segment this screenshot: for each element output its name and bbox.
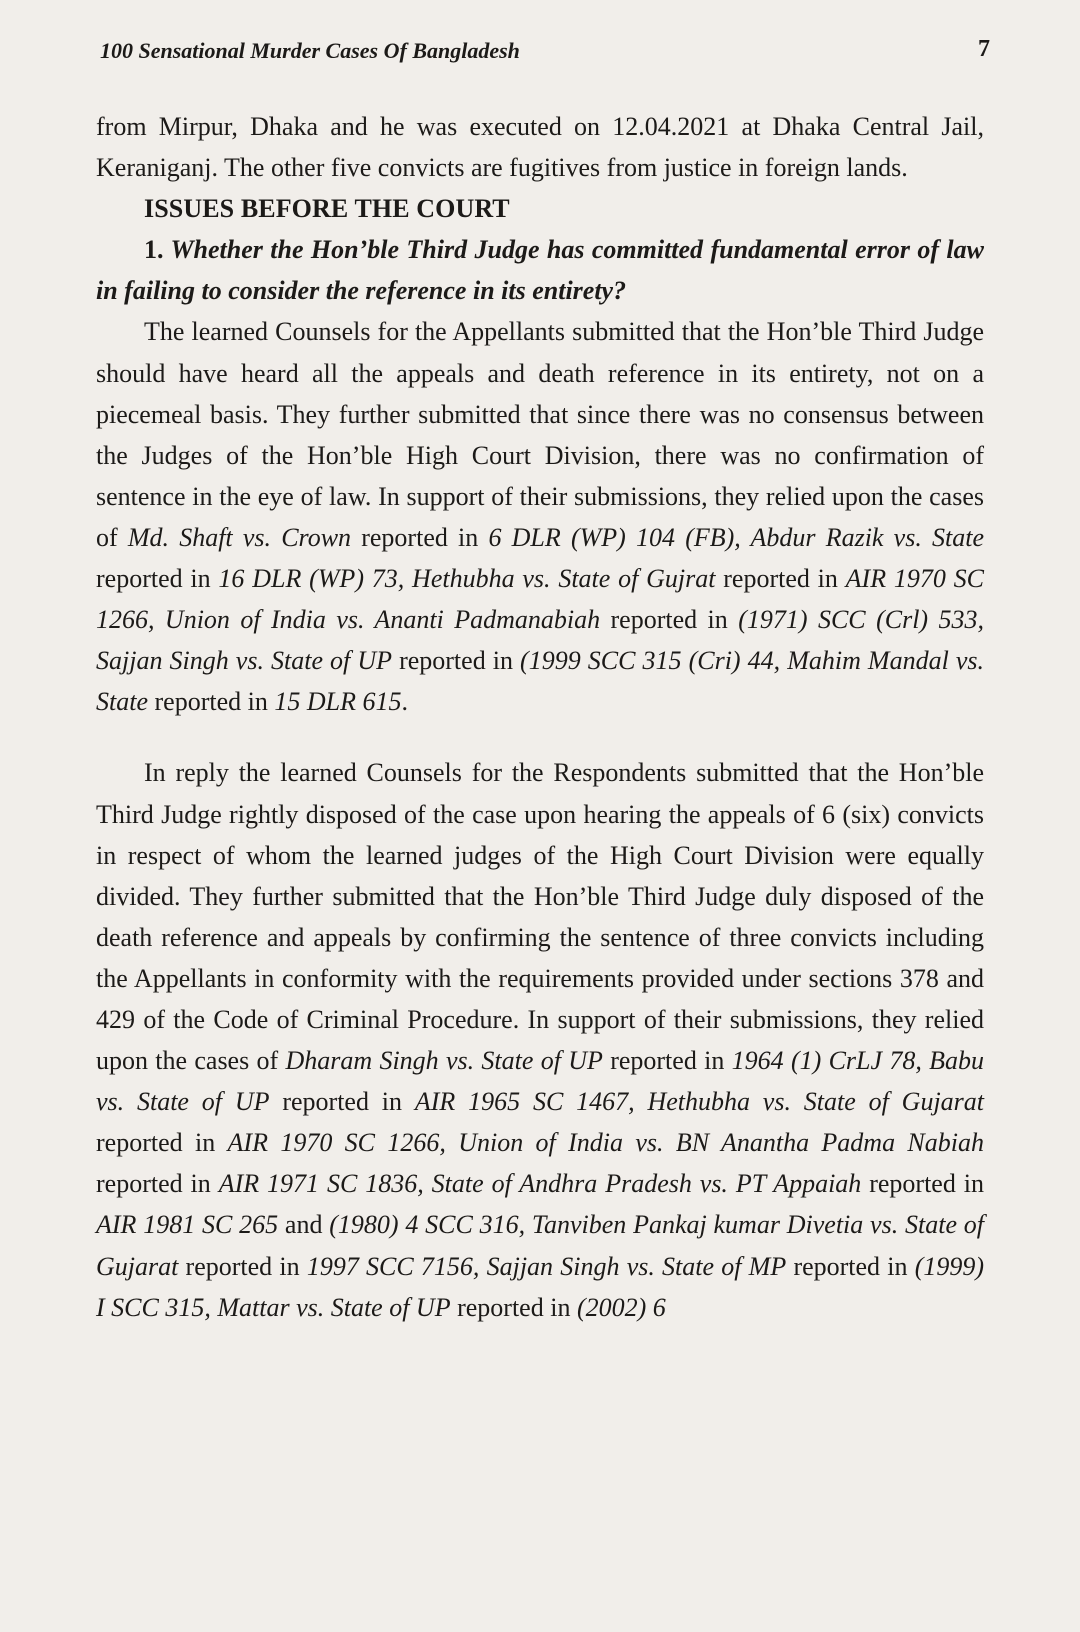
paragraph-continuation: from Mirpur, Dhaka and he was executed on 12.04.2021 at Dhaka Central Jail, Keraniganj. The other five convicts are fugitives from justice in foreign lands. <box>96 112 984 183</box>
case-citation: AIR 1970 SC 1266, Union of India vs. BN Anantha Padma Nabiah <box>227 1128 984 1158</box>
page-header <box>100 34 990 70</box>
case-citation: Md. Shaft vs. Crown <box>127 522 352 552</box>
case-citation: 1964 (1) CrLJ 78, Babu vs. State of UP <box>96 1046 985 1117</box>
section-heading: ISSUES BEFORE THE COURT <box>144 194 510 224</box>
paragraph-respondents: In reply the learned Counsels for the Respondents submitted that the Hon’ble Third Judge rightly disposed of the case upon hearing the appeals of 6 (six) convicts in respect of whom the learned judges of the High Court Division were equally divided. They further submitted that the Hon’ble Third Judge duly disposed of the death reference and appeals by confirming the sentence of three convicts including the Appellants in conformity with the requirements provided under sections 378 and 429 of the Code of Criminal Procedure. In support of their submissions, they relied upon the cases of Dharam Singh vs. State of UP reported in 1964 (1) CrLJ 78, Babu vs. State of UP reported in AIR 1965 SC 1467, Hethubha vs. State of Gujarat reported in AIR 1970 SC 1266, Union of India vs. BN Anantha Padma Nabiah reported in AIR 1971 SC 1836, State of Andhra Pradesh vs. PT Appaiah reported in AIR 1981 SC 265 and (1980) 4 SCC 316, Tanviben Pankaj kumar Divetia vs. State of Gujarat reported in 1997 SCC 7156, Sajjan Singh vs. State of MP reported in (1999) I SCC 315, Mattar vs. State of UP reported in (2002) 6 <box>96 758 985 1322</box>
page-number: 7 <box>978 36 990 62</box>
case-citation: 15 DLR 615 <box>274 687 402 717</box>
body-text <box>96 106 984 1328</box>
case-citation: (1980) 4 SCC 316, Tanviben Pankaj kumar Divetia vs. State of Gujarat <box>96 1210 985 1281</box>
case-citation: (1971) SCC (Crl) 533, Sajjan Singh vs. State of UP <box>96 605 985 676</box>
case-citation: AIR 1965 SC 1467, Hethubha vs. State of Gujarat <box>414 1087 985 1117</box>
case-citation: AIR 1970 SC 1266, Union of India vs. Ananti Padmanabiah <box>96 564 985 635</box>
issue-question <box>96 229 984 311</box>
issue-text: Whether the Hon’ble Third Judge has committed fundamental error of law in failing to consider the reference in its entirety? <box>96 235 985 306</box>
case-citation: 16 DLR (WP) 73, Hethubha vs. State of Gujrat <box>218 564 716 594</box>
case-citation: 6 DLR (WP) 104 (FB), Abdur Razik vs. State <box>488 522 984 552</box>
case-citation: Dharam Singh vs. State of UP <box>285 1046 603 1076</box>
issue-number: 1. <box>144 235 164 265</box>
case-citation: AIR 1981 SC 265 <box>96 1210 279 1240</box>
case-citation: (2002) 6 <box>576 1292 666 1322</box>
case-citation: AIR 1971 SC 1836, State of Andhra Pradesh vs. PT Appaiah <box>218 1169 862 1199</box>
case-citation: (1999 SCC 315 (Cri) 44, Mahim Mandal vs. State <box>96 646 985 717</box>
case-citation: 1997 SCC 7156, Sajjan Singh vs. State of MP <box>306 1251 787 1281</box>
running-head: 100 Sensational Murder Cases Of Bangladesh <box>100 38 520 63</box>
paragraph-appellants: The learned Counsels for the Appellants submitted that the Hon’ble Third Judge should have heard all the appeals and death reference in its entirety, not on a piecemeal basis. They further submitted that since there was no consensus between the Judges of the Hon’ble High Court Division, there was no confirmation of sentence in the eye of law. In support of their submissions, they relied upon the cases of Md. Shaft vs. Crown reported in 6 DLR (WP) 104 (FB), Abdur Razik vs. State reported in 16 DLR (WP) 73, Hethubha vs. State of Gujrat reported in AIR 1970 SC 1266, Union of India vs. Ananti Padmanabiah reported in (1971) SCC (Crl) 533, Sajjan Singh vs. State of UP reported in (1999 SCC 315 (Cri) 44, Mahim Mandal vs. State reported in 15 DLR 615. <box>96 317 985 717</box>
case-citation: (1999) I SCC 315, Mattar vs. State of UP <box>96 1251 985 1322</box>
